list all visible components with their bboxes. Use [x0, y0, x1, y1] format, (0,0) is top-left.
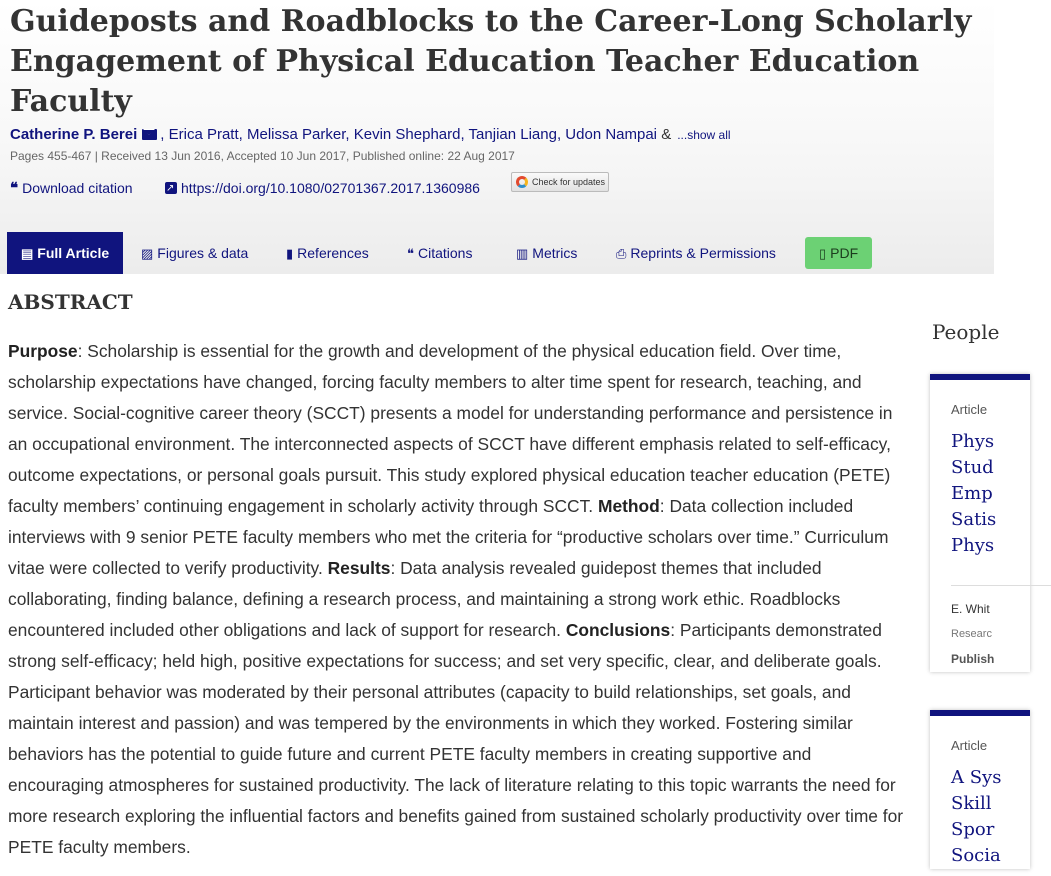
article-header	[0, 0, 994, 274]
bar-chart-icon: ▥	[516, 246, 529, 261]
tab-reprints-permissions[interactable]	[616, 232, 776, 274]
quote-icon: ❝	[407, 246, 414, 261]
author-link[interactable]: Melissa Parker	[247, 126, 346, 143]
card-title[interactable]	[951, 429, 1030, 559]
card-title-line: Phys	[951, 431, 995, 452]
printer-icon: ⎙	[616, 246, 627, 261]
author-link[interactable]: Udon Nampai	[565, 126, 658, 143]
citation-row	[10, 179, 990, 201]
envelope-icon[interactable]	[142, 129, 157, 140]
download-citation-link[interactable]	[10, 179, 133, 197]
card-type: Article	[951, 402, 988, 417]
article-tabs	[0, 232, 994, 274]
tab-figures-data[interactable]	[141, 232, 248, 274]
card-title-line: A Sys	[951, 767, 1002, 788]
card-title-line: Emp	[951, 483, 993, 504]
results-label: Results	[327, 558, 391, 578]
quote-icon: ❝	[10, 179, 19, 197]
author-link[interactable]: Tanjian Liang	[468, 126, 557, 143]
card-title-line: Stud	[951, 457, 994, 478]
method-label: Method	[597, 496, 660, 516]
conclusions-text: : Participants demonstrated strong self-efficacy; held high, positive expectations for success; and set very specific, clear, and deliberate goals. Participant behavior was moderated by their personal attributes (capacity to build relationships, set goals, and maintain interest and passion) and was tempered by the environments in which they worked. Fostering similar behaviors has the potential to guide future and current PETE faculty members in creating supportive and encouraging atmospheres for sustained productivity. The lack of literature relating to this topic warrants the need for more research exploring the influential factors and benefits gained from sustained scholarly productivity over time for PETE faculty members.	[8, 620, 904, 857]
external-link-icon	[165, 182, 177, 194]
card-title[interactable]	[951, 765, 1030, 869]
crossmark-icon	[516, 176, 528, 188]
related-article-card[interactable]	[930, 710, 1030, 869]
card-title-line: Skill	[951, 793, 992, 814]
tab-full-article[interactable]	[7, 232, 123, 274]
card-title-line: Phys	[951, 535, 995, 556]
author-list: Catherine P. Berei , Erica Pratt, Melissa Parker, Kevin Shephard, Tanjian Liang, Udon Nampai & ...show all	[10, 126, 731, 143]
show-all-authors-link[interactable]: ...show all	[677, 128, 731, 142]
tab-label: Metrics	[532, 245, 578, 261]
card-type: Article	[951, 738, 988, 753]
tab-references[interactable]	[286, 232, 369, 274]
article-title: Guideposts and Roadblocks to the Career-Long Scholarly Engagement of Physical Education Teacher Education Faculty	[10, 4, 972, 119]
tab-metrics[interactable]	[516, 232, 577, 274]
conclusions-label: Conclusions	[565, 620, 671, 640]
abstract-text	[8, 336, 906, 863]
tab-label: Citations	[418, 245, 473, 261]
document-icon: ▤	[21, 246, 34, 261]
tab-label: Reprints & Permissions	[630, 245, 776, 261]
pdf-button[interactable]	[805, 237, 872, 269]
download-citation-label: Download citation	[22, 180, 133, 196]
image-icon: ▨	[141, 246, 154, 261]
card-author: E. Whit	[951, 602, 990, 616]
related-sidebar	[930, 318, 1002, 876]
tab-citations[interactable]	[407, 232, 472, 274]
author-link[interactable]: Catherine P. Berei	[10, 126, 138, 143]
method-text: : Data collection included interviews with 9 senior PETE faculty members who met the criteria for “productive scholars over time.” Curriculum vitae were collected to verify productivity.	[8, 496, 889, 578]
card-source: Researc	[951, 628, 992, 640]
tab-label: Full Article	[37, 245, 110, 261]
doi-link[interactable]	[165, 179, 480, 197]
check-updates-label: Check for updates	[532, 177, 606, 187]
purpose-label: Purpose	[8, 341, 78, 361]
check-for-updates-button[interactable]	[511, 172, 609, 192]
results-text: : Data analysis revealed guidepost themes that included collaborating, finding balance, defining a research process, and maintaining a strong work ethic. Roadblocks encountered included other obligations and lack of support for research.	[8, 558, 841, 640]
author-link[interactable]: Erica Pratt	[168, 126, 239, 143]
doi-label: https://doi.org/10.1080/02701367.2017.1360986	[181, 180, 480, 196]
card-title-line: Socia	[951, 845, 1001, 866]
abstract-heading: ABSTRACT	[8, 290, 133, 314]
card-title-line: Spor	[951, 819, 995, 840]
pdf-icon: ▯	[819, 246, 827, 261]
card-title-line: Satis	[951, 509, 997, 530]
amp-symbol: &	[661, 126, 672, 143]
card-divider	[951, 585, 1051, 586]
tab-label: Figures & data	[157, 245, 249, 261]
author-link[interactable]: Kevin Shephard	[353, 126, 461, 143]
tab-label: PDF	[830, 245, 859, 261]
purpose-text: : Scholarship is essential for the growth and development of the physical education field. Over time, scholarship expectations have changed, forcing faculty members to alter time spent for research, teaching, and service. Social-cognitive career theory (SCCT) presents a model for understanding performance and persistence in an occupational environment. The interconnected aspects of SCCT have different emphasis related to self-efficacy, outcome expectations, or personal goals pursuit. This study explored physical education teacher education (PETE) faculty members’ continuing engagement in scholarly activity through SCCT.	[8, 341, 893, 516]
sidebar-heading: People	[932, 320, 1000, 344]
card-published: Publish	[951, 652, 995, 666]
related-article-card[interactable]	[930, 374, 1030, 672]
publication-info: Pages 455-467 | Received 13 Jun 2016, Accepted 10 Jun 2017, Published online: 22 Aug 2017	[10, 149, 515, 163]
book-icon: ▮	[286, 246, 294, 261]
tab-label: References	[297, 245, 369, 261]
